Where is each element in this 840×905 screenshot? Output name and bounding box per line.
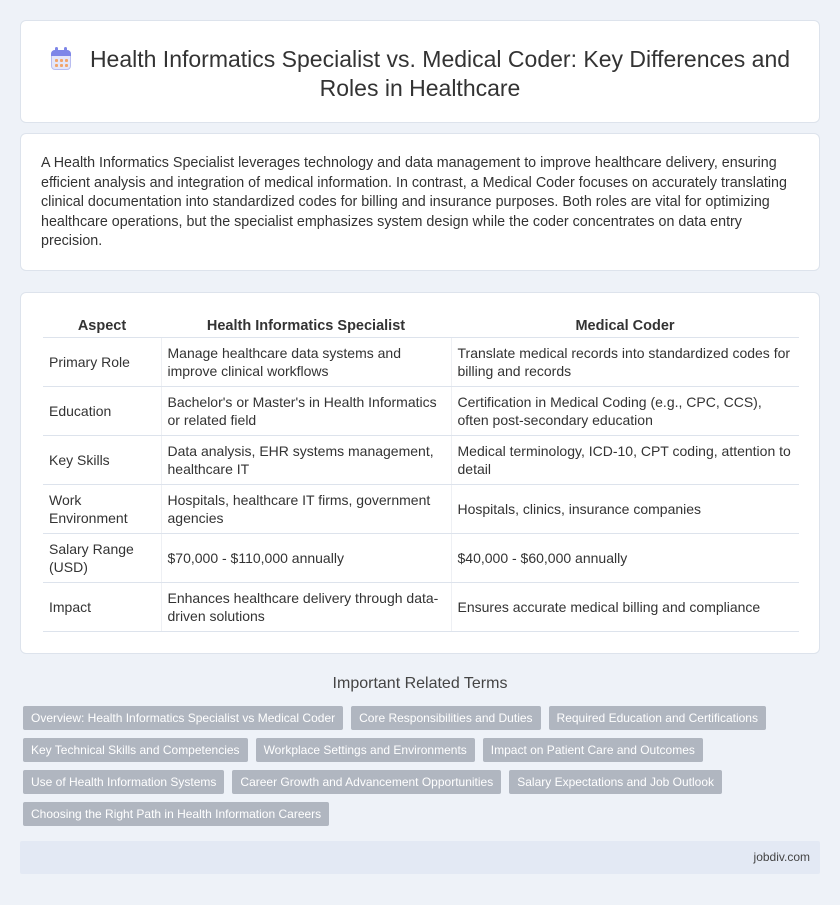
table-header-row — [43, 315, 799, 337]
table-row — [43, 435, 799, 484]
footer — [20, 841, 820, 874]
related-term-tag[interactable]: Workplace Settings and Environments — [256, 738, 475, 762]
row-aspect: Primary Role — [43, 337, 161, 386]
row-coder-value: Ensures accurate medical billing and compliance — [451, 582, 799, 631]
row-coder-value: Medical terminology, ICD-10, CPT coding, attention to detail — [451, 435, 799, 484]
table-row — [43, 582, 799, 631]
related-terms-tags — [23, 706, 803, 826]
footer-site-link[interactable]: jobdiv.com — [753, 850, 810, 864]
row-specialist-value: $70,000 - $110,000 annually — [161, 533, 451, 582]
row-specialist-value: Manage healthcare data systems and improve clinical workflows — [161, 337, 451, 386]
related-term-tag[interactable]: Career Growth and Advancement Opportunities — [232, 770, 501, 794]
related-term-tag[interactable]: Choosing the Right Path in Health Information Careers — [23, 802, 329, 826]
comparison-table — [43, 315, 799, 632]
title-card — [20, 20, 820, 123]
comparison-card — [20, 292, 820, 654]
row-aspect: Education — [43, 386, 161, 435]
table-row — [43, 386, 799, 435]
related-term-tag[interactable]: Use of Health Information Systems — [23, 770, 224, 794]
calendar-icon — [50, 47, 72, 71]
row-coder-value: $40,000 - $60,000 annually — [451, 533, 799, 582]
row-aspect: Impact — [43, 582, 161, 631]
row-coder-value: Translate medical records into standardized codes for billing and records — [451, 337, 799, 386]
related-terms-title: Important Related Terms — [332, 675, 508, 692]
related-term-tag[interactable]: Core Responsibilities and Duties — [351, 706, 540, 730]
related-term-tag[interactable]: Required Education and Certifications — [549, 706, 766, 730]
intro-card — [20, 133, 820, 271]
related-term-tag[interactable]: Key Technical Skills and Competencies — [23, 738, 248, 762]
header-coder: Medical Coder — [451, 315, 799, 337]
table-row — [43, 533, 799, 582]
page-title: Health Informatics Specialist vs. Medical Coder: Key Differences and Roles in Healthcare — [89, 46, 791, 101]
table-row — [43, 337, 799, 386]
row-specialist-value: Data analysis, EHR systems management, healthcare IT — [161, 435, 451, 484]
row-specialist-value: Bachelor's or Master's in Health Informatics or related field — [161, 386, 451, 435]
table-row — [43, 484, 799, 533]
row-coder-value: Hospitals, clinics, insurance companies — [451, 484, 799, 533]
row-aspect: Salary Range (USD) — [43, 533, 161, 582]
related-term-tag[interactable]: Salary Expectations and Job Outlook — [509, 770, 722, 794]
related-term-tag[interactable]: Impact on Patient Care and Outcomes — [483, 738, 703, 762]
row-specialist-value: Enhances healthcare delivery through data-driven solutions — [161, 582, 451, 631]
row-aspect: Work Environment — [43, 484, 161, 533]
header-specialist: Health Informatics Specialist — [161, 315, 451, 337]
row-coder-value: Certification in Medical Coding (e.g., CPC, CCS), often post-secondary education — [451, 386, 799, 435]
related-term-tag[interactable]: Overview: Health Informatics Specialist vs Medical Coder — [23, 706, 343, 730]
row-aspect: Key Skills — [43, 435, 161, 484]
intro-paragraph: A Health Informatics Specialist leverages technology and data management to improve healthcare delivery, ensuring efficient analysis and integration of medical information. In contrast, a Medical Coder focuses on accurately translating clinical documentation into standardized codes for billing and insurance purposes. Both roles are vital for optimizing healthcare operations, but the specialist emphasizes system design while the coder concentrates on data entry precision. — [41, 155, 787, 250]
row-specialist-value: Hospitals, healthcare IT firms, government agencies — [161, 484, 451, 533]
page-title-wrap — [21, 45, 819, 103]
header-aspect: Aspect — [43, 315, 161, 337]
